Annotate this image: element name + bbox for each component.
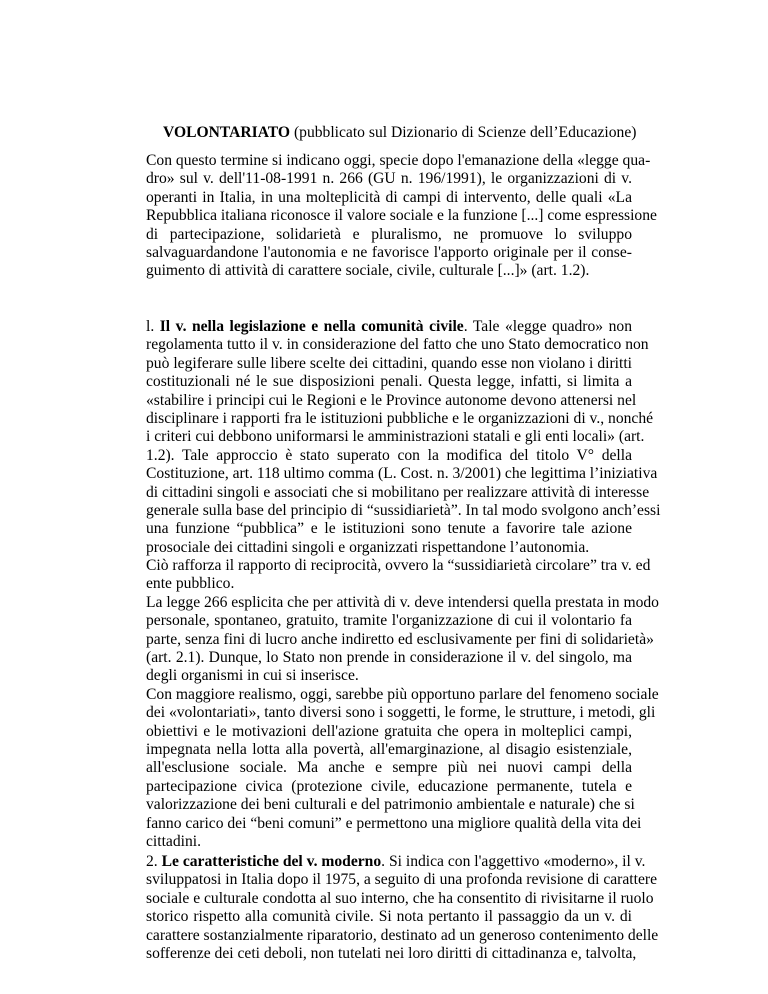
intro-line: salvaguardandone l'autonomia e ne favorisce l'apporto originale per il conse- [146, 243, 632, 261]
section-1-number: l. [146, 318, 160, 335]
section-2-first-line [146, 853, 646, 871]
document-title [163, 124, 763, 142]
section-1-p4-line: obiettivi e le motivazioni dell'azione gratuita che opera in molteplici campi, [146, 722, 632, 740]
intro-line: operanti in Italia, in una molteplicità di campi di intervento, delle quali «La [146, 188, 632, 206]
section-1-p4-line: Con maggiore realismo, oggi, sarebbe più opportuno parlare del fenomeno sociale [146, 685, 659, 703]
intro-line: dro» sul v. dell'11-08-1991 n. 266 (GU n. 196/1991), le organizzazioni di v. [146, 170, 632, 188]
section-1-p3-line: parte, senza fini di lucro anche indiretto ed esclusivamente per fini di solidarietà» [146, 630, 654, 648]
intro-line: Con questo termine si indicano oggi, specie dopo l'emanazione della «legge qua- [146, 152, 651, 169]
section-1-line: Costituzione, art. 118 ultimo comma (L. Cost. n. 3/2001) che legittima l’iniziativa [146, 465, 658, 483]
section-1-p4-line: cittadini. [146, 832, 201, 850]
section-1-p4-line: partecipazione civica (protezione civile, educazione permanente, tutela e [146, 777, 632, 795]
section-1-line: una funzione “pubblica” e le istituzioni sono tenute a favorire tale azione [146, 520, 632, 538]
section-1-p3-line: (art. 2.1). Dunque, lo Stato non prende in considerazione il v. del singolo, ma [146, 649, 632, 667]
section-1-line: «stabilire i principi cui le Regioni e le Province autonome devono attenersi nel [146, 391, 637, 409]
section-1-p4-line: dei «volontariati», tanto diversi sono i soggetti, le forme, le strutture, i metodi, gli [146, 704, 656, 722]
title-bold: VOLONTARIATO [163, 124, 291, 141]
section-2-heading: Le caratteristiche del v. moderno [161, 853, 382, 870]
section-1-line: di cittadini singoli e associati che si mobilitano per realizzare attività di interesse [146, 483, 650, 501]
section-2-number: 2. [146, 853, 162, 870]
section-1-p3-line: degli organismi in cui si inserisce. [146, 667, 359, 685]
section-1-p3-line: La legge 266 esplicita che per attività di v. deve intendersi quella prestata in modo [146, 593, 659, 611]
section-1-heading: Il v. nella legislazione e nella comunità civile [159, 318, 464, 335]
section-2-line: sofferenze dei ceti deboli, non tutelati nei loro diritti di cittadinanza e, talvolta, [146, 944, 637, 962]
section-1-line: regolamenta tutto il v. in considerazione del fatto che uno Stato democratico non [146, 336, 649, 354]
section-1-line: generale sulla base del principio di “sussidiarietà”. In tal modo svolgono anch’essi [146, 501, 661, 519]
section-1-p2-line: ente pubblico. [146, 575, 235, 593]
intro-line: Repubblica italiana riconosce il valore sociale e la funzione [...] come espressione [146, 207, 657, 225]
title-subtitle: (pubblicato sul Dizionario di Scienze dell’Educazione) [290, 124, 637, 141]
section-2-line: sociale e culturale condotta al suo interno, che ha consentito di rivisitarne il ruolo [146, 889, 654, 907]
section-2-first-rest: . Si indica con l'aggettivo «moderno», il v. [381, 853, 646, 870]
intro-line: di partecipazione, solidarietà e pluralismo, ne promuove lo sviluppo [146, 225, 632, 243]
section-1-p4-line: all'esclusione sociale. Ma anche e sempre più nei nuovi campi della [146, 759, 632, 777]
section-1-p4-line: fanno carico dei “beni comuni” e permettono una migliore qualità della vita dei [146, 814, 642, 832]
section-1-first-rest: . Tale «legge quadro» non [463, 318, 632, 335]
section-2-line: carattere sostanzialmente riparatorio, destinato ad un generoso contenimento delle [146, 926, 659, 944]
section-1-line: costituzionali né le sue disposizioni penali. Questa legge, infatti, si limita a [146, 373, 632, 391]
section-2-line: sviluppatosi in Italia dopo il 1975, a seguito di una profonda revisione di carattere [146, 871, 657, 889]
section-2-line: storico rispetto alla comunità civile. Si nota pertanto il passaggio da un v. di [146, 908, 632, 926]
section-1-line: disciplinare i rapporti fra le istituzioni pubbliche e le organizzazioni di v., nonché [146, 409, 654, 427]
section-1-p4-line: valorizzazione dei beni culturali e del patrimonio ambientale e naturale) che si [146, 796, 635, 814]
section-2 [146, 853, 659, 963]
section-1-line: 1.2). Tale approccio è stato superato con la modifica del titolo V° della [146, 446, 632, 464]
section-1-p3-line: personale, spontaneo, gratuito, tramite l'organizzazione di cui il volontario fa [146, 612, 632, 630]
section-1-line: può legiferare sulle libere scelte dei cittadini, quando esse non violano i diritti [146, 354, 632, 372]
intro-line: guimento di attività di carattere sociale, civile, culturale [...]» (art. 1.2). [146, 262, 590, 280]
section-1-p4-line: impegnata nella lotta alla povertà, all'emarginazione, al disagio esistenziale, [146, 740, 632, 758]
section-1-line: i criteri cui debbono uniformarsi le amministrazioni statali e gli enti locali» (art. [146, 428, 645, 446]
section-1-line: prosociale dei cittadini singoli e organizzati rispettandone l’autonomia. [146, 538, 590, 556]
section-1 [146, 318, 661, 851]
section-1-p2-line: Ciò rafforza il rapporto di reciprocità, ovvero la “sussidiarietà circolare” tra v. ed [146, 557, 651, 575]
section-1-first-line [146, 318, 632, 336]
intro-paragraph [146, 152, 657, 281]
